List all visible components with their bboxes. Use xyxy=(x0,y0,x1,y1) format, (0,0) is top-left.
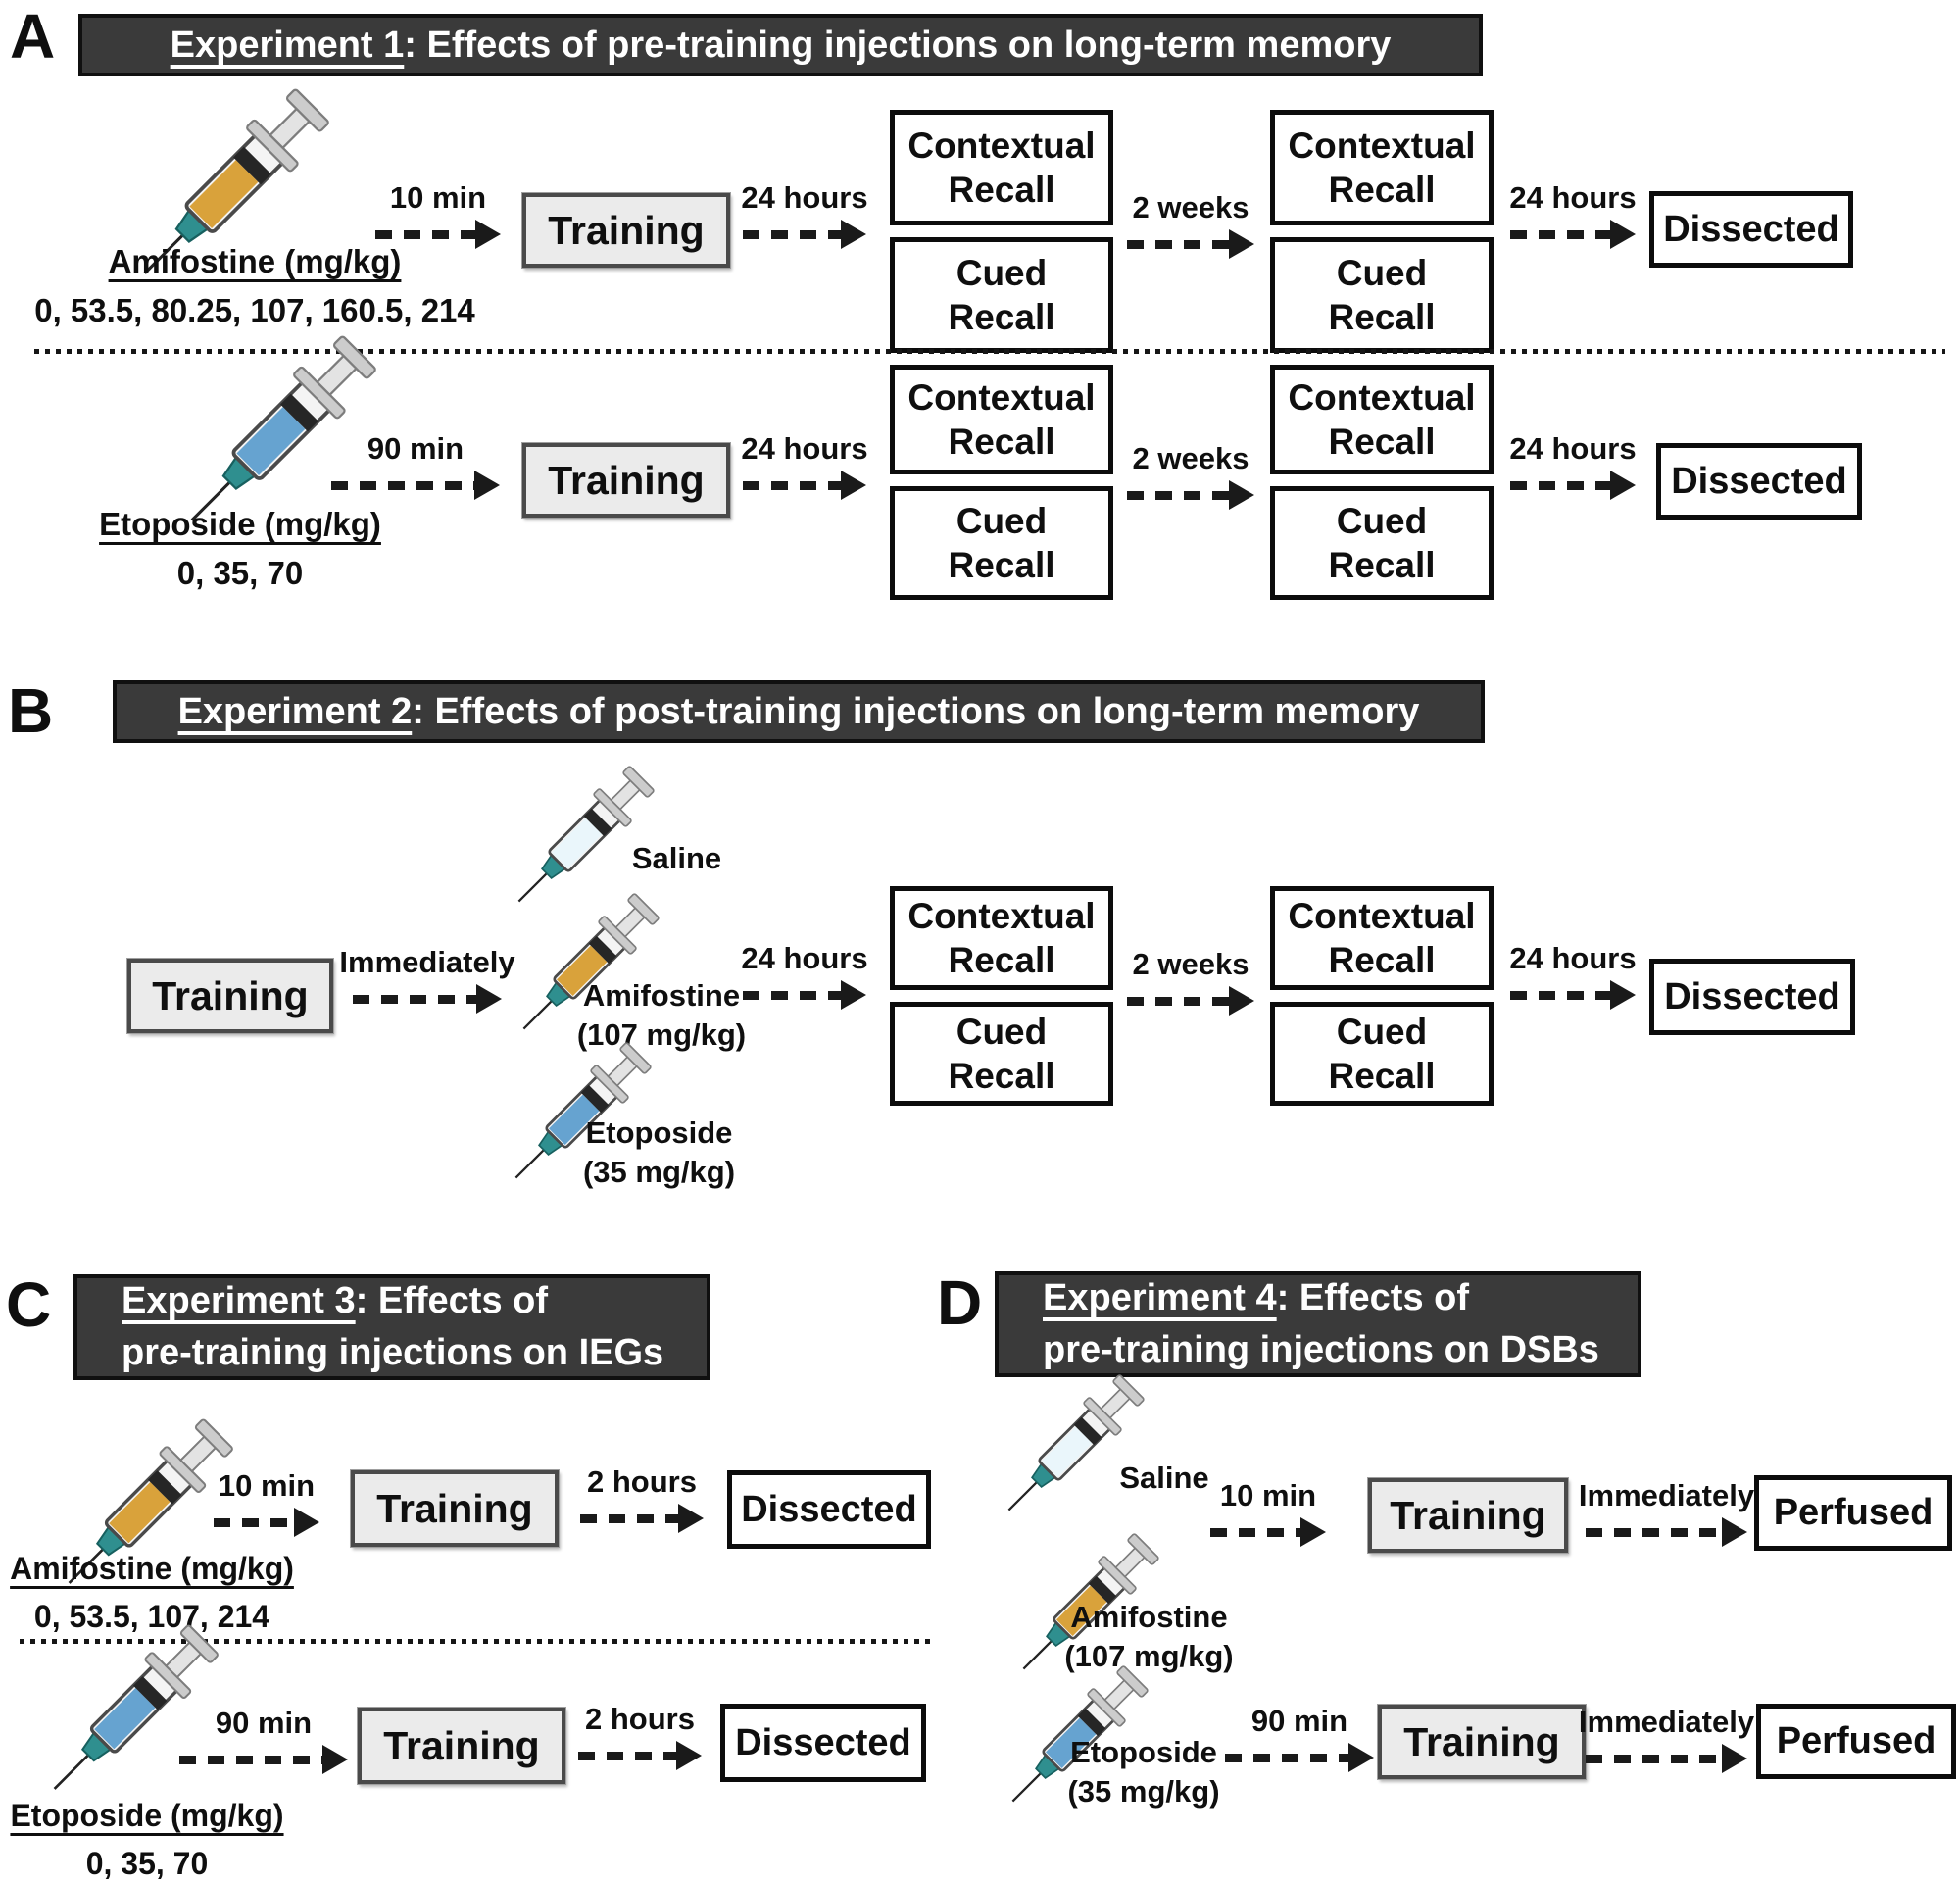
flow-10min xyxy=(375,180,501,249)
training-box: Training xyxy=(522,193,730,268)
dashed-arrow-icon xyxy=(1510,220,1636,249)
flow-label: 90 min xyxy=(215,1706,313,1740)
flow-label: 90 min xyxy=(367,431,465,466)
saline-syringe-icon xyxy=(989,1362,1158,1531)
dashed-arrow-icon xyxy=(1127,480,1254,510)
flow-10min xyxy=(1210,1478,1326,1547)
dashed-arrow-icon xyxy=(1210,1517,1326,1547)
dashed-arrow-icon xyxy=(1225,1743,1374,1772)
dashed-arrow-icon xyxy=(743,980,866,1010)
panel-d-title-underlined: Experiment 4 xyxy=(1043,1276,1277,1318)
dashed-arrow-icon xyxy=(214,1508,319,1537)
dashed-arrow-icon xyxy=(353,984,502,1014)
flow-label: 2 hours xyxy=(585,1702,695,1736)
cued-recall-box: Cued Recall xyxy=(890,237,1113,353)
dissected-box: Dissected xyxy=(720,1704,926,1782)
dashed-arrow-icon xyxy=(1510,980,1636,1010)
amifostine-dose-label xyxy=(29,243,480,329)
training-box: Training xyxy=(351,1470,559,1547)
perfused-box: Perfused xyxy=(1756,1704,1956,1779)
flow-24hours xyxy=(1510,941,1636,1010)
flow-24hours xyxy=(743,431,866,500)
panel-d-title-rest: : Effects of xyxy=(1276,1276,1470,1318)
contextual-recall-box: Contextual Recall xyxy=(890,110,1113,225)
drug-name: Etoposide (mg/kg) xyxy=(10,1798,284,1833)
contextual-recall-box: Contextual Recall xyxy=(1270,110,1494,225)
flow-immediately xyxy=(1578,1478,1755,1547)
dashed-arrow-icon xyxy=(578,1741,702,1770)
dashed-arrow-icon xyxy=(743,220,866,249)
flow-label: 10 min xyxy=(218,1468,316,1503)
flow-2hours xyxy=(580,1464,704,1533)
dashed-arrow-icon xyxy=(331,471,500,500)
dashed-arrow-icon xyxy=(743,471,866,500)
drug-doses: 0, 35, 70 xyxy=(85,1845,209,1881)
cued-recall-box: Cued Recall xyxy=(1270,486,1494,600)
cued-recall-box: Cued Recall xyxy=(890,486,1113,600)
drug-doses: 0, 53.5, 107, 214 xyxy=(33,1598,270,1634)
panel-c-title-line2: pre-training injections on IEGs xyxy=(122,1332,664,1373)
flow-24hours xyxy=(743,941,866,1010)
flow-2hours xyxy=(578,1702,702,1770)
dashed-arrow-icon xyxy=(1586,1744,1747,1773)
flow-label: 24 hours xyxy=(741,180,868,215)
dashed-arrow-icon xyxy=(179,1745,348,1774)
panel-b-title xyxy=(113,680,1485,743)
drug-name: Amifostine (mg/kg) xyxy=(108,243,402,279)
amifostine-dose-label xyxy=(10,1551,294,1635)
dissected-box: Dissected xyxy=(727,1470,931,1549)
flow-10min xyxy=(214,1468,319,1537)
flow-90min xyxy=(1225,1704,1374,1772)
dissected-box: Dissected xyxy=(1656,443,1862,520)
drug-doses: 0, 35, 70 xyxy=(176,554,304,591)
panel-c-label: C xyxy=(6,1269,52,1340)
flow-2weeks xyxy=(1127,441,1254,510)
flow-label: 24 hours xyxy=(1509,431,1637,466)
drug-name: Etoposide (mg/kg) xyxy=(99,506,381,542)
flow-label: Immediately xyxy=(1578,1478,1755,1512)
flow-24hours xyxy=(1510,431,1636,500)
etoposide-label: Etoposide (35 mg/kg) xyxy=(582,1115,736,1190)
saline-label: Saline xyxy=(1119,1461,1209,1495)
etoposide-label: Etoposide (35 mg/kg) xyxy=(1067,1735,1220,1809)
contextual-recall-box: Contextual Recall xyxy=(890,886,1113,990)
dashed-arrow-icon xyxy=(375,220,501,249)
dashed-arrow-icon xyxy=(1586,1517,1747,1547)
etoposide-dose-label xyxy=(54,506,426,592)
panel-d-label: D xyxy=(937,1267,983,1338)
etoposide-dose-label xyxy=(5,1798,289,1882)
training-box: Training xyxy=(127,959,333,1033)
flow-90min xyxy=(179,1706,348,1774)
perfused-box: Perfused xyxy=(1754,1475,1952,1551)
panel-a-title-underlined: Experiment 1 xyxy=(170,24,405,66)
panel-c-title-rest: : Effects of xyxy=(355,1279,549,1321)
saline-label: Saline xyxy=(631,841,722,875)
training-box: Training xyxy=(522,443,730,518)
flow-label: 10 min xyxy=(389,180,487,215)
panel-d-title xyxy=(995,1271,1642,1377)
flow-immediately xyxy=(1578,1705,1755,1773)
flow-label: 10 min xyxy=(1219,1478,1317,1512)
flow-label: 24 hours xyxy=(1509,180,1637,215)
dashed-arrow-icon xyxy=(1510,471,1636,500)
flow-label: 24 hours xyxy=(1509,941,1637,975)
flow-2weeks xyxy=(1127,190,1254,259)
flow-2weeks xyxy=(1127,947,1254,1016)
panel-b-title-rest: : Effects of post-training injections on long-term memory xyxy=(412,690,1420,732)
flow-immediately xyxy=(339,945,515,1014)
flow-label: 2 hours xyxy=(587,1464,697,1499)
contextual-recall-box: Contextual Recall xyxy=(890,365,1113,474)
flow-90min xyxy=(331,431,500,500)
flow-label: 2 weeks xyxy=(1132,190,1250,224)
cued-recall-box: Cued Recall xyxy=(1270,237,1494,353)
dashed-arrow-icon xyxy=(1127,229,1254,259)
flow-label: Immediately xyxy=(339,945,515,979)
drug-name: Amifostine (mg/kg) xyxy=(10,1551,294,1586)
training-box: Training xyxy=(1368,1478,1568,1553)
panel-b-title-underlined: Experiment 2 xyxy=(177,690,413,732)
dashed-arrow-icon xyxy=(580,1504,704,1533)
flow-label: 24 hours xyxy=(741,431,868,466)
flow-24hours xyxy=(743,180,866,249)
flow-label: 2 weeks xyxy=(1132,947,1250,981)
panel-c-title-underlined: Experiment 3 xyxy=(122,1279,356,1321)
panel-a-title-rest: : Effects of pre-training injections on long-term memory xyxy=(404,24,1392,66)
amifostine-label: Amifostine (107 mg/kg) xyxy=(576,978,747,1053)
panel-b-label: B xyxy=(8,675,54,746)
flow-label: 2 weeks xyxy=(1132,441,1250,475)
amifostine-label: Amifostine (107 mg/kg) xyxy=(1064,1600,1234,1674)
flow-24hours xyxy=(1510,180,1636,249)
flow-label: Immediately xyxy=(1578,1705,1755,1739)
training-box: Training xyxy=(1378,1705,1586,1779)
cued-recall-box: Cued Recall xyxy=(1270,1002,1494,1106)
dashed-arrow-icon xyxy=(1127,986,1254,1016)
dissected-box: Dissected xyxy=(1649,191,1853,268)
contextual-recall-box: Contextual Recall xyxy=(1270,365,1494,474)
dissected-box: Dissected xyxy=(1649,959,1855,1035)
flow-label: 24 hours xyxy=(741,941,868,975)
training-box: Training xyxy=(358,1708,565,1784)
flow-label: 90 min xyxy=(1250,1704,1348,1738)
cued-recall-box: Cued Recall xyxy=(890,1002,1113,1106)
panel-c-title xyxy=(74,1274,710,1380)
drug-doses: 0, 53.5, 80.25, 107, 160.5, 214 xyxy=(34,291,475,328)
contextual-recall-box: Contextual Recall xyxy=(1270,886,1494,990)
panel-a-label: A xyxy=(10,1,56,72)
panel-d-title-line2: pre-training injections on DSBs xyxy=(1043,1329,1599,1370)
panel-a-title xyxy=(78,14,1483,76)
